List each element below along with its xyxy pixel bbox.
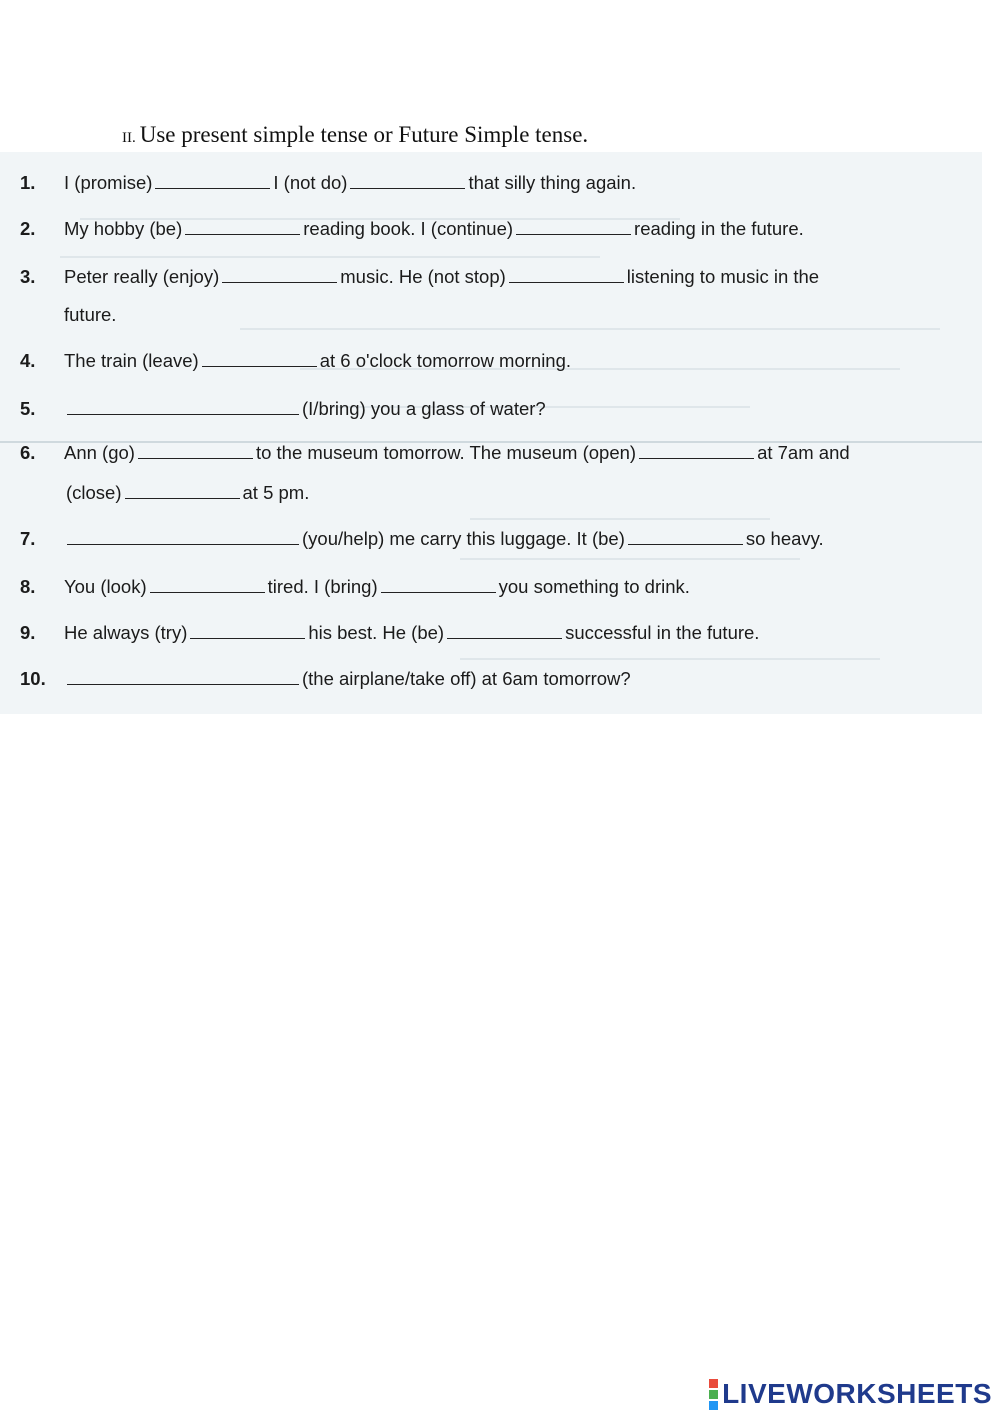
answer-blank[interactable] <box>381 576 496 593</box>
exercise-8 <box>20 576 690 598</box>
exercise-number: 5. <box>20 398 36 419</box>
exercise-text: reading book. I (continue) <box>303 218 514 239</box>
exercise-text: Ann (go) <box>64 442 135 463</box>
answer-blank[interactable] <box>67 528 299 545</box>
exercise-text: successful in the future. <box>565 622 760 643</box>
exercise-text: reading in the future. <box>634 218 804 239</box>
exercise-text: My hobby (be) <box>64 218 183 239</box>
exercise-3 <box>20 266 819 288</box>
exercise-text: (close) <box>66 482 122 503</box>
exercise-4 <box>20 350 571 372</box>
liveworksheets-logo <box>709 1378 992 1410</box>
exercise-number: 9. <box>20 622 36 643</box>
exercise-number: 6. <box>20 442 36 463</box>
exercise-text: He always (try) <box>64 622 188 643</box>
exercise-text: I (not do) <box>273 172 348 193</box>
exercise-text: future. <box>64 304 117 325</box>
answer-blank[interactable] <box>202 350 317 367</box>
answer-blank[interactable] <box>222 266 337 283</box>
answer-blank[interactable] <box>628 528 743 545</box>
exercise-number: 10. <box>20 668 46 689</box>
exercise-text: You (look) <box>64 576 147 597</box>
answer-blank[interactable] <box>190 622 305 639</box>
exercise-text: listening to music in the <box>626 266 820 287</box>
exercise-3-continuation <box>64 304 116 326</box>
exercise-number: 1. <box>20 172 36 193</box>
exercise-text: tired. I (bring) <box>267 576 378 597</box>
answer-blank[interactable] <box>509 266 624 283</box>
answer-blank[interactable] <box>350 172 465 189</box>
exercise-text: (you/help) me carry this luggage. It (be) <box>302 528 625 549</box>
exercise-number: 3. <box>20 266 36 287</box>
answer-blank[interactable] <box>138 442 253 459</box>
exercise-10 <box>20 668 631 690</box>
logo-icon <box>709 1379 718 1410</box>
exercise-number: 7. <box>20 528 36 549</box>
exercise-text: The train (leave) <box>64 350 199 371</box>
answer-blank[interactable] <box>67 668 299 685</box>
exercise-6-continuation <box>66 482 309 504</box>
exercise-text: that silly thing again. <box>468 172 637 193</box>
exercise-text: Peter really (enjoy) <box>64 266 220 287</box>
exercise-2 <box>20 218 804 240</box>
exercise-text: to the museum tomorrow. The museum (open) <box>255 442 637 463</box>
exercise-number: 8. <box>20 576 36 597</box>
exercise-text: you something to drink. <box>498 576 690 597</box>
exercise-text: (the airplane/take off) at 6am tomorrow? <box>302 668 631 689</box>
section-number: II. <box>122 130 136 146</box>
answer-blank[interactable] <box>516 218 631 235</box>
exercise-text: at 6 o'clock tomorrow morning. <box>319 350 572 371</box>
section-instruction: Use present simple tense or Future Simple tense. <box>139 122 589 147</box>
exercise-text: so heavy. <box>745 528 824 549</box>
exercise-1 <box>20 172 636 194</box>
answer-blank[interactable] <box>150 576 265 593</box>
exercise-number: 4. <box>20 350 36 371</box>
exercise-7 <box>20 528 824 550</box>
exercise-6 <box>20 442 850 464</box>
answer-blank[interactable] <box>125 482 240 499</box>
exercise-number: 2. <box>20 218 36 239</box>
exercise-text: at 7am and <box>757 442 850 463</box>
exercise-text: I (promise) <box>64 172 153 193</box>
exercise-text: (I/bring) you a glass of water? <box>302 398 546 419</box>
answer-blank[interactable] <box>155 172 270 189</box>
answer-blank[interactable] <box>639 442 754 459</box>
answer-blank[interactable] <box>67 398 299 415</box>
exercise-text: his best. He (be) <box>308 622 445 643</box>
exercise-text: music. He (not stop) <box>340 266 506 287</box>
brand-name: LIVEWORKSHEETS <box>722 1378 992 1409</box>
exercise-5 <box>20 398 546 420</box>
answer-blank[interactable] <box>447 622 562 639</box>
exercise-text: at 5 pm. <box>242 482 310 503</box>
section-heading <box>122 122 588 148</box>
answer-blank[interactable] <box>185 218 300 235</box>
exercise-9 <box>20 622 759 644</box>
